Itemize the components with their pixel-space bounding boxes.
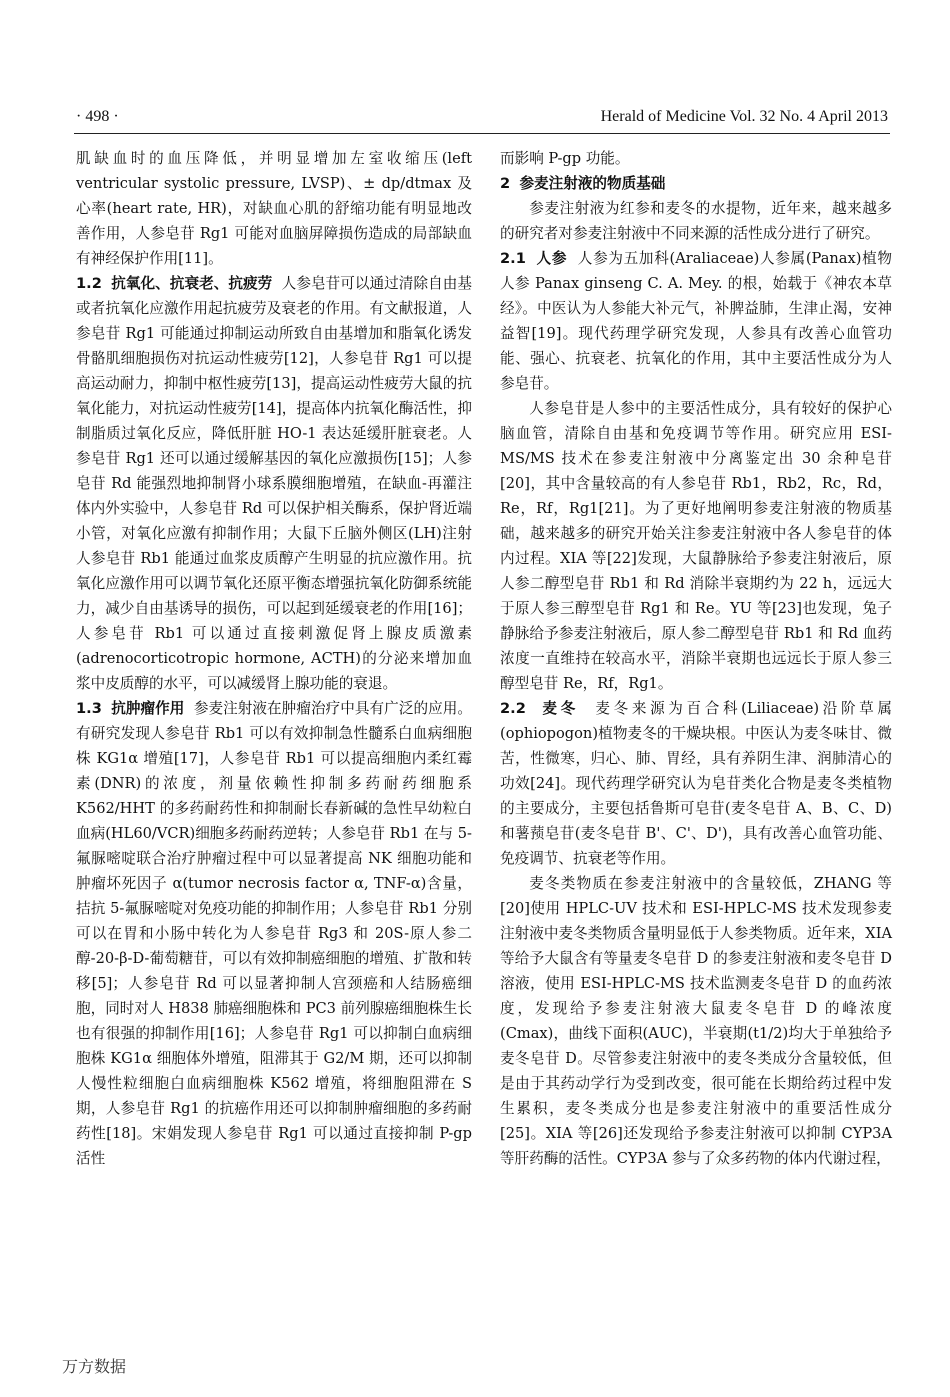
right-column — [500, 146, 892, 1171]
section-title: 抗氧化、抗衰老、抗疲劳 — [111, 275, 273, 292]
paragraph-continued: 而影响 P-gp 功能。 — [500, 150, 630, 167]
page-header — [0, 108, 950, 136]
section-body: 麦冬来源为百合科(Liliaceae)沿阶草属(ophiopogon)植物麦冬的干燥块根。中医认为麦冬味甘、微苦，性微寒，归心、肺、胃经，具有养阴生津、润肺清心的功效[24]。现代药理学研究认为皂苷类化合物是麦冬类植物的主要成分，主要包括鲁斯可皂苷(麦冬皂苷 A、B、C、D)和薯蓣皂苷(麦冬皂苷 B'、C'、D')，具有改善心血管功能、免疫调节、抗衰老等作用。 — [500, 700, 893, 867]
section-number: 2.2 — [500, 700, 526, 717]
section-1-2 — [76, 271, 472, 696]
footer-watermark: 万方数据 — [62, 1357, 127, 1376]
section-number: 1.3 — [76, 700, 102, 717]
section-1-3 — [76, 696, 472, 1171]
section-number: 2.1 — [500, 250, 526, 267]
section-2-2 — [500, 696, 892, 871]
section-2-heading — [500, 171, 892, 196]
journal-citation: Herald of Medicine Vol. 32 No. 4 April 2013 — [600, 108, 888, 125]
section-title: 参麦注射液的物质基础 — [519, 175, 666, 192]
left-column — [76, 146, 472, 1171]
paragraph-ginsenoside: 人参皂苷是人参中的主要活性成分，具有较好的保护心脑血管，清除自由基和免疫调节等作用。研究应用 ESI-MS/MS 技术在参麦注射液中分离鉴定出 30 余种皂苷[20]，其中含量较高的有人参皂苷 Rb1，Rb2，Rc，Rd，Re，Rf，Rg1[21]。为了更好地阐明参麦注射液的物质基础，越来越多的研究开始关注参麦注射液中各人参皂苷的体内过程。XIA 等[22]发现，大鼠静脉给予参麦注射液后，原人参二醇型皂苷 Rb1 和 Rd 消除半衰期约为 22 h，远远大于原人参三醇型皂苷 Rg1 和 Re。YU 等[23]也发现，兔子静脉给予参麦注射液后，原人参二醇型皂苷 Rb1 和 Rd 血药浓度一直维持在较高水平，消除半衰期也远远长于原人参三醇型皂苷 Re，Rf，Rg1。 — [500, 400, 892, 692]
section-title: 麦冬 — [542, 700, 579, 717]
section-number: 2 — [500, 175, 511, 192]
section-2-1 — [500, 246, 892, 396]
paragraph-ophiopogon: 麦冬类物质在参麦注射液中的含量较低，ZHANG 等[20]使用 HPLC-UV 技术和 ESI-HPLC-MS 技术发现参麦注射液中麦冬类物质含量明显低于人参类物质。近年来，XIA 等给予大鼠含有等量麦冬皂苷 D 的参麦注射液和麦冬皂苷 D 溶液，使用 ESI-HPLC-MS 技术监测麦冬皂苷 D 的血药浓度，发现给予参麦注射液大鼠麦冬皂苷 D 的峰浓度(Cmax)，曲线下面积(AUC)，半衰期(t1/2)均大于单独给予麦冬皂苷 D。尽管参麦注射液中的麦冬类成分含量较低，但是由于其药动学行为受到改变，很可能在长期给药过程中发生累积，麦冬类成分也是参麦注射液中的重要活性成分[25]。XIA 等[26]还发现给予参麦注射液可以抑制 CYP3A 等肝药酶的活性。CYP3A 参与了众多药物的体内代谢过程， — [500, 875, 892, 1167]
section-body: 参麦注射液在肿瘤治疗中具有广泛的应用。有研究发现人参皂苷 Rb1 可以有效抑制急性髓系白血病细胞株 KG1α 增殖[17]，人参皂苷 Rb1 可以提高细胞内柔红霉素(DNR)的浓度，剂量依赖性抑制多药耐药细胞系 K562/HHT 的多药耐药性和抑制耐长春新碱的急性早幼粒白血病(HL60/VCR)细胞多药耐药逆转；人参皂苷 Rb1 在与 5-氟脲嘧啶联合治疗肿瘤过程中可以显著提高 NK 细胞功能和肿瘤坏死因子 α(tumor necrosis factor α, TNF-α)含量，拮抗 5-氟脲嘧啶对免疫功能的抑制作用；人参皂苷 Rb1 分别可以在胃和小肠中转化为人参皂苷 Rg3 和 20S-原人参二醇-20-β-D-葡萄糖苷，可以有效抑制癌细胞的增殖、扩散和转移[5]；人参皂苷 Rd 可以显著抑制人宫颈癌和人结肠癌细胞，同时对人 H838 肺癌细胞株和 PC3 前列腺癌细胞株生长也有很强的抑制作用[16]；人参皂苷 Rg1 可以抑制白血病细胞株 KG1α 细胞体外增殖，阻滞其于 G2/M 期，还可以抑制人慢性粒细胞白血病细胞株 K562 增殖，将细胞阻滞在 S 期，人参皂苷 Rg1 的抗癌作用还可以抑制肿瘤细胞的多药耐药性[18]。宋娟发现人参皂苷 Rg1 可以通过直接抑制 P-gp 活性 — [76, 700, 473, 1167]
section-body: 人参为五加科(Araliaceae)人参属(Panax)植物人参 Panax ginseng C. A. Mey. 的根，始载于《神农本草经》。中医认为人参能大补元气，补脾益肺，生津止渴，安神益智[19]。现代药理学研究发现，人参具有改善心血管功能、强心、抗衰老、抗氧化的作用，其中主要活性成分为人参皂苷。 — [500, 250, 892, 392]
header-rule — [74, 133, 890, 134]
section-2-intro: 参麦注射液为红参和麦冬的水提物，近年来，越来越多的研究者对参麦注射液中不同来源的活性成分进行了研究。 — [500, 200, 892, 242]
section-number: 1.2 — [76, 275, 102, 292]
section-title: 人参 — [536, 250, 568, 267]
paragraph-continued: 肌缺血时的血压降低，并明显增加左室收缩压(left ventricular systolic pressure, LVSP)、± dp/dtmax 及心率(heart rate, HR)，对缺血心肌的舒缩功能有明显地改善作用，人参皂苷 Rg1 可能对血脑屏障损伤造成的局部缺血有神经保护作用[11]。 — [76, 150, 472, 267]
section-body: 人参皂苷可以通过清除自由基或者抗氧化应激作用起抗疲劳及衰老的作用。有文献报道，人参皂苷 Rg1 可能通过抑制运动所致自由基增加和脂氧化诱发骨骼肌细胞损伤对抗运动性疲劳[12]，人参皂苷 Rg1 可以提高运动耐力，抑制中枢性疲劳[13]，提高运动性疲劳大鼠的抗氧化能力，对抗运动性疲劳[14]，提高体内抗氧化酶活性，抑制脂质过氧化反应，降低肝脏 HO-1 表达延缓肝脏衰老。人参皂苷 Rg1 还可以通过缓解基因的氧化应激损伤[15]；人参皂苷 Rd 能强烈地抑制肾小球系膜细胞增殖，在缺血-再灌注体内外实验中，人参皂苷 Rd 可以保护相关酶系，保护肾近端小管，对氧化应激有抑制作用；大鼠下丘脑外侧区(LH)注射人参皂苷 Rb1 能通过血浆皮质醇产生明显的抗应激作用。抗氧化应激作用可以调节氧化还原平衡态增强抗氧化防御系统能力，减少自由基诱导的损伤，可以起到延缓衰老的作用[16]；人参皂苷 Rb1 可以通过直接刺激促肾上腺皮质激素(adrenocorticotropic hormone, ACTH)的分泌来增加血浆中皮质醇的水平，可以减缓肾上腺功能的衰退。 — [76, 275, 472, 692]
page-number: · 498 · — [76, 108, 119, 125]
section-title: 抗肿瘤作用 — [111, 700, 185, 717]
